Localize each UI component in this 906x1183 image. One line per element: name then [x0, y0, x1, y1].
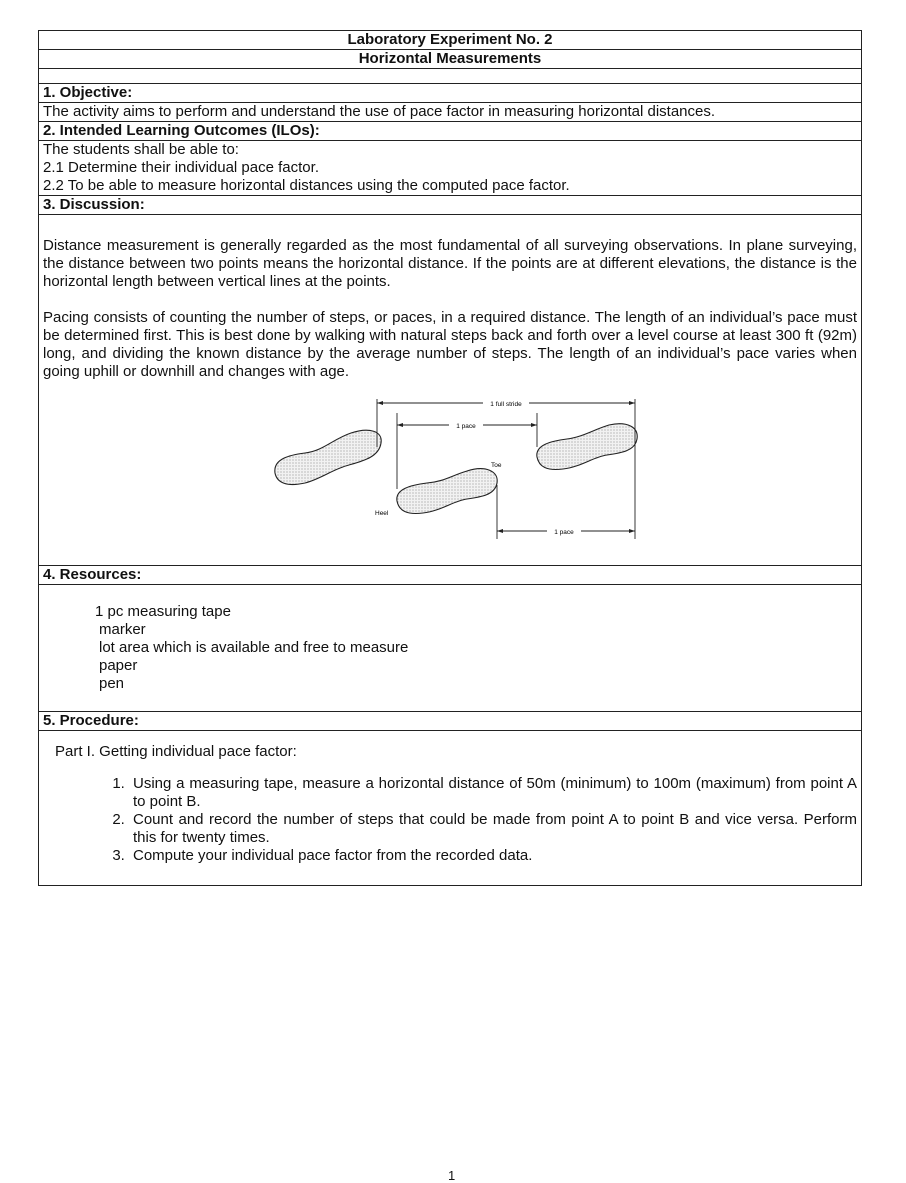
pace-diagram: [271, 399, 651, 549]
resource-item: lot area which is available and free to measure: [99, 639, 409, 656]
resource-item: pen: [99, 675, 125, 692]
procedure-heading-row: [39, 712, 862, 731]
footprint-left: [275, 430, 381, 484]
discussion-body-row: [39, 215, 862, 566]
pace-label-top: 1 pace: [456, 423, 476, 430]
resources-list: [43, 585, 857, 711]
footprint-right: [537, 424, 637, 470]
discussion-paragraph: Distance measurement is generally regarded as the most fundamental of all surveying observations. In plane surveying, the distance between two points means the horizontal distance. If the points are at different elevations, the distance is the horizontal length between vertical lines at the points.: [43, 237, 857, 290]
resources-heading: 4. Resources:: [39, 566, 862, 585]
resources-body-row: [39, 585, 862, 712]
document-title: Laboratory Experiment No. 2: [39, 31, 862, 50]
page-number: 1: [448, 1168, 456, 1183]
procedure-step: 2. Count and record the number of steps that could be made from point A to point B and vice versa. Perform this for twenty times.: [129, 811, 857, 847]
lab-form-table: [38, 30, 862, 886]
spacer-row: [39, 69, 862, 84]
objective-text-row: [39, 103, 862, 122]
full-stride-label: 1 full stride: [490, 401, 522, 408]
procedure-step: 1. Using a measuring tape, measure a horizontal distance of 50m (minimum) to 100m (maximum) from point A to point B.: [129, 775, 857, 811]
resource-item: 1 pc measuring tape: [95, 603, 231, 620]
discussion-heading-row: [39, 196, 862, 215]
pace-figure: [43, 399, 857, 557]
procedure-steps: [43, 775, 857, 865]
discussion-heading: 3. Discussion:: [39, 196, 862, 215]
ilos-intro: The students shall be able to:: [43, 141, 239, 158]
ilos-heading-row: [39, 122, 862, 141]
procedure-step: 3. Compute your individual pace factor from the recorded data.: [129, 847, 857, 865]
resources-heading-row: [39, 566, 862, 585]
heel-label: Heel: [375, 510, 389, 517]
objective-heading-row: [39, 84, 862, 103]
ilos-body-row: [39, 141, 862, 196]
discussion-paragraph: Pacing consists of counting the number of steps, or paces, in a required distance. The length of an individual’s pace must be determined first. This is best done by walking with natural steps back and forth over a level course at least 300 ft (92m) long, and dividing the known distance by the average number of steps. The length of an individual’s pace varies when going uphill or downhill and changes with age.: [43, 309, 857, 380]
objective-text: The activity aims to perform and understand the use of pace factor in measuring horizontal distances.: [39, 103, 862, 122]
procedure-part-title: Part I. Getting individual pace factor:: [55, 743, 297, 760]
title-row: [39, 31, 862, 50]
toe-label: Toe: [491, 462, 502, 469]
document-subtitle: Horizontal Measurements: [39, 50, 862, 69]
procedure-body-row: [39, 731, 862, 886]
document-page: [38, 30, 862, 1174]
subtitle-row: [39, 50, 862, 69]
ilos-heading: 2. Intended Learning Outcomes (ILOs):: [39, 122, 862, 141]
pace-label-bottom: 1 pace: [554, 529, 574, 536]
ilo-item: 2.1 Determine their individual pace factor.: [43, 159, 319, 176]
footprint-middle: [397, 469, 497, 514]
ilo-item: 2.2 To be able to measure horizontal distances using the computed pace factor.: [43, 177, 570, 194]
resource-item: paper: [99, 657, 138, 674]
resource-item: marker: [99, 621, 146, 638]
procedure-heading: 5. Procedure:: [39, 712, 862, 731]
objective-heading: 1. Objective:: [39, 84, 862, 103]
